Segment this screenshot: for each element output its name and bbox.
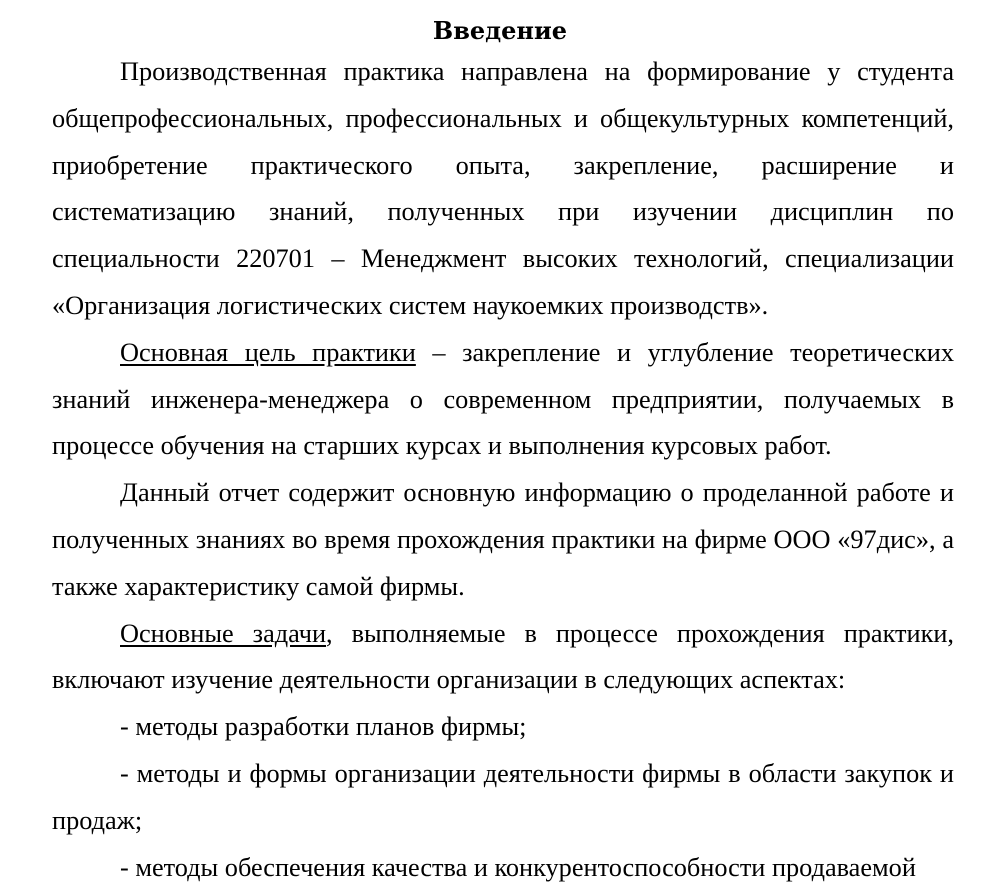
report-paragraph: Данный отчет содержит основную информацию о проделанной работе и полученных знаниях во время прохождения практики на фирме ООО «97дис», а также характеристику самой фирмы.: [52, 478, 954, 601]
tasks-text: , выполняемые в процессе прохождения практики, включают изучение деятельности организации в следующих аспектах:: [52, 618, 954, 695]
list-item-2: - методы и формы организации деятельности фирмы в области закупок и продаж;: [52, 758, 954, 835]
tasks-heading-underlined: Основные задачи: [120, 618, 327, 648]
list-item-1: - методы разработки планов фирмы;: [120, 712, 527, 742]
goal-paragraph: [52, 330, 954, 470]
goal-text: – закрепление и углубление теоретических знаний инженера-менеджера о современном предприятии, получаемых в процессе обучения на старших курсах и выполнения курсовых работ.: [52, 337, 954, 461]
intro-paragraph: Производственная практика направлена на формирование у студента общепрофессиональных, профессиональных и общекультурных компетенций, приобретение практического опыта, закрепление, расширение и систематизацию знаний, полученных при изучении дисциплин по специальности 220701 – Менеджмент высоких технологий, специализации «Организация логистических систем наукоемких производств».: [52, 57, 954, 320]
tasks-paragraph: [52, 611, 954, 705]
document-body: [52, 49, 954, 891]
goal-heading-underlined: Основная цель практики: [120, 337, 416, 367]
section-title: Введение: [432, 16, 568, 45]
list-item-3: - методы обеспечения качества и конкурентоспособности продаваемой: [120, 852, 916, 882]
